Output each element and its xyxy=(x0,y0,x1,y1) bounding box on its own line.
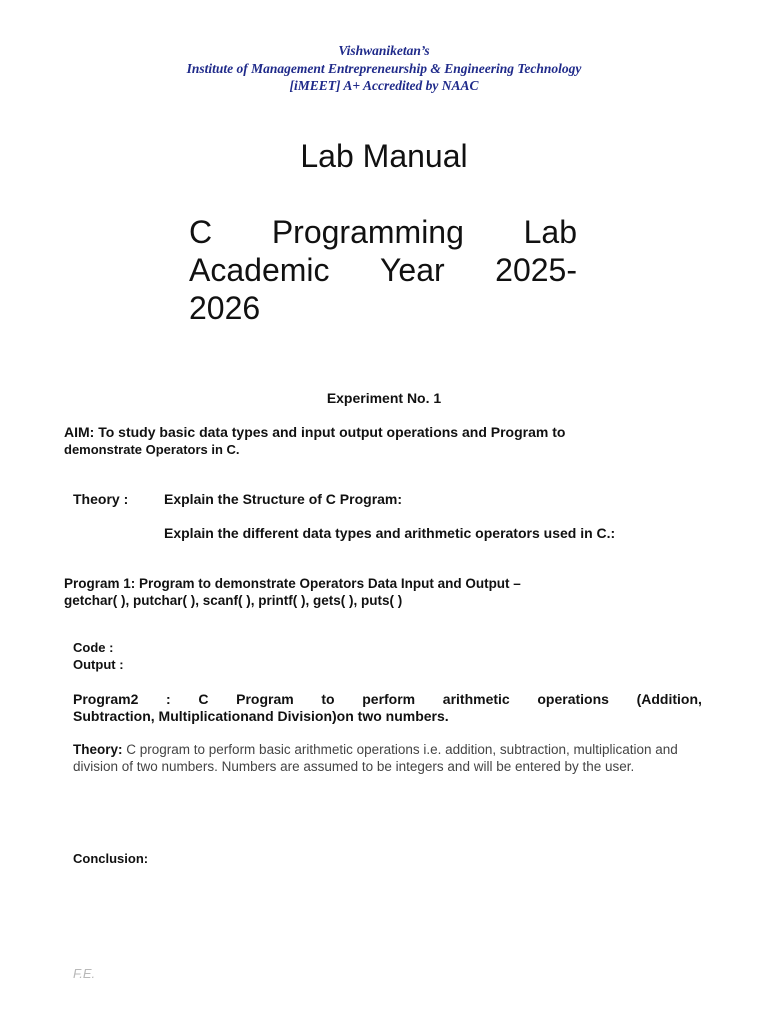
program-2-word: operations xyxy=(537,691,609,707)
footer-mark: F.E. xyxy=(73,966,96,981)
program-2-word: (Addition, xyxy=(636,691,702,707)
program-1-line-1: Program 1: Program to demonstrate Operators Data Input and Output – xyxy=(64,576,521,591)
subtitle-word: 2025- xyxy=(495,252,577,288)
subtitle-line-3 xyxy=(189,289,577,327)
aim-line-1: AIM: To study basic data types and input output operations and Program to xyxy=(64,424,566,440)
program-2-word: C xyxy=(198,691,209,707)
subtitle-word: 2026 xyxy=(189,290,261,326)
program-1-line-2: getchar( ), putchar( ), scanf( ), printf( ), gets( ), puts( ) xyxy=(64,593,403,608)
subtitle-word: Programming xyxy=(271,214,464,250)
conclusion-label: Conclusion: xyxy=(73,851,149,866)
program-2-word: perform xyxy=(362,691,416,707)
course-subtitle xyxy=(189,213,577,327)
subtitle-word: Lab xyxy=(523,214,577,250)
theory-label: Theory : xyxy=(73,491,129,507)
program-2-word: arithmetic xyxy=(442,691,510,707)
program-2-word: : xyxy=(166,691,171,707)
code-label: Code : xyxy=(73,640,114,655)
accreditation-line: [iMEET] A+ Accredited by NAAC xyxy=(289,78,479,93)
aim-statement xyxy=(64,424,714,458)
program-2-line-1 xyxy=(73,691,702,708)
program-2-word: Program2 xyxy=(73,691,139,707)
document-title: Lab Manual xyxy=(300,138,468,174)
theory-2-text: C program to perform basic arithmetic operations i.e. addition, subtraction, multiplication and division of two numbers. Numbers are assumed to be integers and will be entered by the user. xyxy=(73,742,678,774)
program-2-theory xyxy=(73,742,683,775)
institute-tagline: Vishwaniketan’s xyxy=(338,43,430,58)
program-1-heading xyxy=(64,575,714,609)
subtitle-line-2 xyxy=(189,251,577,289)
subtitle-word: C xyxy=(189,214,213,250)
subtitle-word: Year xyxy=(380,252,445,288)
program-2-line-2: Subtraction, Multiplicationand Division)on two numbers. xyxy=(73,708,449,724)
program-2-word: Program xyxy=(236,691,294,707)
theory-2-label: Theory: xyxy=(73,742,123,757)
subtitle-line-1 xyxy=(189,213,577,251)
program-2-heading xyxy=(73,691,702,725)
subtitle-word: Academic xyxy=(189,252,330,288)
theory-question-1: Explain the Structure of C Program: xyxy=(164,491,403,507)
experiment-title: Experiment No. 1 xyxy=(326,390,442,406)
program-2-word: to xyxy=(321,691,335,707)
theory-question-2: Explain the different data types and arithmetic operators used in C.: xyxy=(164,525,616,541)
output-label: Output : xyxy=(73,657,124,672)
institute-name: Institute of Management Entrepreneurship & Engineering Technology xyxy=(186,61,582,76)
aim-line-2: demonstrate Operators in C. xyxy=(64,442,240,457)
